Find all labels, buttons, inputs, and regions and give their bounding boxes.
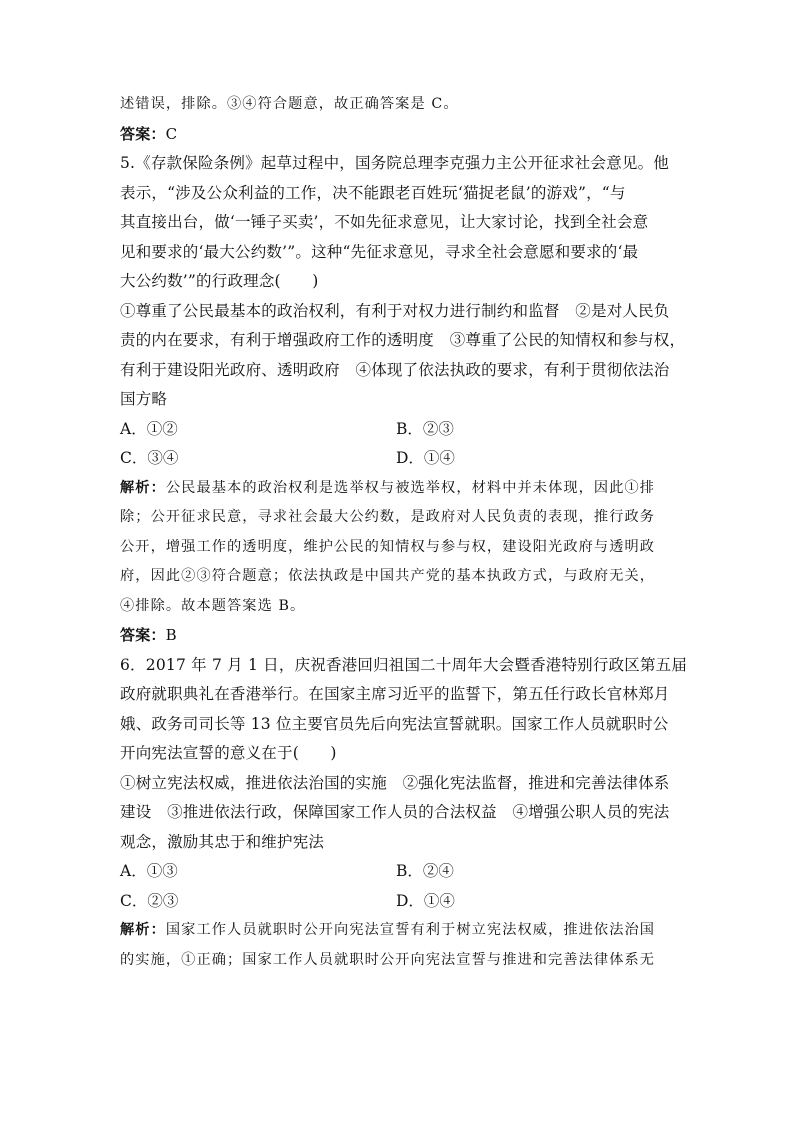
option-b: B．②③ — [396, 419, 454, 438]
question-stem-line: 政府就职典礼在香港举行。在国家主席习近平的监誓下，第五任行政长官林郑月 — [120, 685, 670, 703]
analysis-line: 的实施，①正确；国家工作人员就职时公开向宪法宣誓与推进和完善法律体系无 — [120, 951, 656, 968]
statement-line: 责的内在要求，有利于增强政府工作的透明度 ③尊重了公民的知情权和参与权， — [120, 331, 686, 349]
question-6 — [120, 651, 688, 976]
statement-line: 有利于建设阳光政府、透明政府 ④体现了依法执政的要求，有利于贯彻依法治 — [120, 360, 670, 379]
analysis-text: 公民最基本的政治权利是选举权与被选举权，材料中并未体现，因此①排 — [165, 479, 656, 496]
analysis-line: 除；公开征求民意，寻求社会最大公约数，是政府对人民负责的表现，推行政务 — [120, 509, 656, 525]
question-stem-line: 5.《存款保险条例》起草过程中，国务院总理李克强力主公开征求社会意见。他 — [120, 154, 669, 172]
previous-analysis-tail: 述错误，排除。③④符合题意，故正确答案是 C。 — [120, 96, 459, 112]
question-stem-line: 娥、政务司司长等 13 位主要官员先后向宪法宣誓就职。国家工作人员就职时公 — [120, 714, 669, 733]
option-b: B．②④ — [396, 862, 454, 880]
statement-line: 建设 ③推进依法行政，保障国家工作人员的合法权益 ④增强公职人员的宪法 — [120, 803, 670, 821]
analysis-line: ④排除。故本题答案选 B。 — [120, 597, 306, 614]
answer-line — [120, 621, 680, 651]
options-row — [120, 857, 680, 887]
option-a: A．①② — [120, 419, 178, 438]
question-stem-line: 开向宪法宣誓的意义在于( ) — [120, 744, 337, 762]
options-row — [120, 887, 680, 917]
analysis-line: 公开，增强工作的透明度，维护公民的知情权与参与权，建设阳光政府与透明政 — [120, 538, 656, 555]
option-d: D．①④ — [396, 891, 455, 910]
option-a: A．①③ — [120, 862, 178, 880]
analysis-text: 国家工作人员就职时公开向宪法宣誓有利于树立宪法权威，推进依法治国 — [165, 922, 656, 938]
question-stem-line: 6．2017 年 7 月 1 日，庆祝香港回归祖国二十周年大会暨香港特别行政区第五届 — [120, 655, 688, 674]
statement-line: 观念，激励其忠于和维护宪法 — [120, 832, 325, 851]
question-stem-line: 见和要求的‘最大公约数’”。这种“先征求意见，寻求全社会意愿和要求的‘最 — [120, 242, 639, 261]
answer-value: C — [165, 124, 178, 143]
statement-line: ①树立宪法权威，推进依法治国的实施 ②强化宪法监督，推进和完善法律体系 — [120, 773, 670, 792]
option-d: D．①④ — [396, 449, 455, 467]
analysis-label: 解析： — [120, 922, 166, 938]
answer-label: 答案： — [120, 626, 166, 644]
analysis-label: 解析： — [120, 479, 166, 496]
previous-answer — [120, 120, 680, 150]
option-c: C．②③ — [120, 891, 179, 910]
question-5 — [120, 149, 686, 651]
options-row — [120, 415, 680, 445]
analysis-line — [120, 916, 680, 946]
analysis-line: 府，因此②③符合题意；依法执政是中国共产党的基本执政方式，与政府无关， — [120, 568, 656, 584]
question-stem-line: 表示，“涉及公众利益的工作，决不能跟老百姓玩‘猫捉老鼠’的游戏”，“与 — [120, 183, 626, 202]
question-stem-line: 大公约数’”的行政理念( ) — [120, 272, 319, 290]
question-stem-line: 其直接出台，做‘一锤子买卖’，不如先征求意见，让大家讨论，找到全社会意 — [120, 213, 649, 231]
document-page — [120, 90, 688, 975]
statement-line: ①尊重了公民最基本的政治权利，有利于对权力进行制约和监督 ②是对人民负 — [120, 301, 670, 320]
answer-value: B — [165, 626, 177, 644]
answer-label: 答案： — [120, 124, 166, 143]
options-row — [120, 444, 680, 474]
statement-line: 国方略 — [120, 390, 168, 408]
analysis-line — [120, 474, 680, 504]
option-c: C．③④ — [120, 449, 179, 467]
